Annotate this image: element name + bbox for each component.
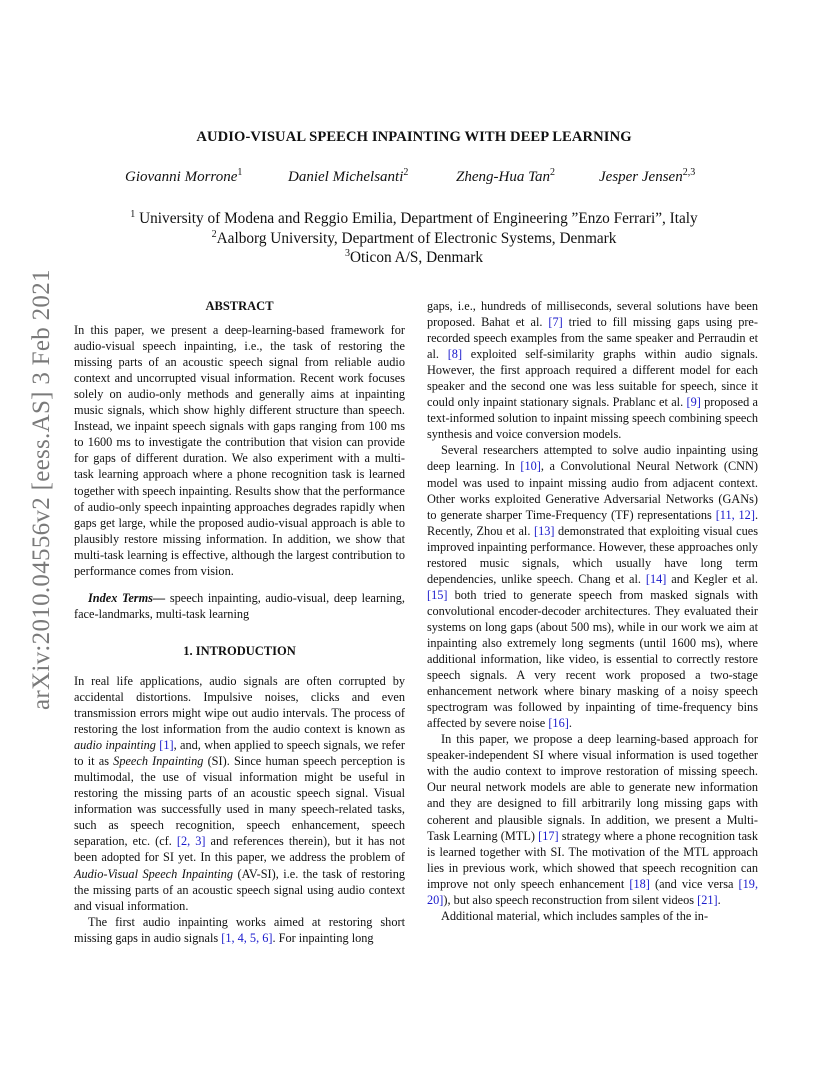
intro-paragraph-4: In this paper, we propose a deep learning-based approach for speaker-independent SI where visual information is used together with the audio context to improve restoration of missing speech. Our neural network models are able to generate new information and they are designed to fill arbitrarily long missing gaps with coherent and plausible signals. In addition, we present a Multi-Task Learning (MTL) [17] strategy where a phone recognition task is learned together with SI. The motivation of the MTL approach lies in previous work, which showed that speech recognition can improve not only speech enhancement [18] (and vice versa [19, 20]), but also speech reconstruction from silent videos [21]. — [427, 732, 759, 907]
author-4 — [599, 167, 695, 186]
citation-link[interactable]: [10] — [520, 459, 541, 474]
affil-mark: 1 — [130, 209, 136, 220]
intro-heading: 1. INTRODUCTION — [183, 643, 296, 658]
right-column — [427, 298, 758, 924]
citation-link[interactable]: [1] — [159, 738, 174, 753]
author-affil-mark: 2 — [550, 167, 556, 178]
affil-text: Oticon A/S, Denmark — [350, 249, 483, 267]
citation-link[interactable]: [11, 12] — [715, 507, 755, 522]
author-name: Giovanni Morrone — [125, 169, 238, 185]
intro-paragraph-1: In real life applications, audio signals are often corrupted by accidental distortions. Impulsive noises, clicks and even transmission errors might wipe out audio intervals. The process of restoring the lost information from the audio context is known as audio inpainting [1], and, when applied to speech signals, we refer to it as Speech Inpainting (SI). Since human speech perception is multimodal, the use of visual information might be useful in restoring the missing parts of an acoustic speech signal. Visual information was successfully used in many speech-related tasks, such as speech recognition, speech enhancement, speech separation, etc. (cf. [2, 3] and references therein), but it has not been adopted for SI yet. In this paper, we address the problem of Audio-Visual Speech Inpainting (AV-SI), i.e. the task of restoring the missing parts of an acoustic speech signal using audio context and visual information. — [74, 673, 406, 913]
index-terms — [74, 590, 405, 622]
left-column — [74, 298, 405, 946]
arxiv-sidebar-identifier: arXiv:2010.04556v2 [eess.AS] 3 Feb 2021 — [28, 269, 55, 710]
author-1 — [125, 167, 242, 186]
intro-paragraph-2-start: The first audio inpainting works aimed at restoring short missing gaps in audio signals [1, 4, 5, 6]. For inpainting long — [74, 914, 405, 945]
author-3 — [456, 167, 555, 186]
author-affil-mark: 2 — [403, 167, 409, 178]
citation-link[interactable]: [13] — [533, 523, 555, 538]
citation-link[interactable]: [14] — [645, 571, 667, 586]
citation-link[interactable]: [18] — [629, 876, 650, 891]
author-name: Daniel Michelsanti — [288, 169, 404, 185]
abstract-text: In this paper, we present a deep-learning-based framework for audio-visual speech inpainting, i.e., the task of restoring the missing parts of an acoustic speech signal from reliable audio context and uncorrupted visual information. Recent work focuses solely on audio-only methods and generally aims at inpainting music signals, which show highly different structure than speech. Instead, we inpaint speech signals with gaps ranging from 100 ms to 1600 ms to investigate the contribution that vision can provide for gaps of different duration. We also experiment with a multi-task learning approach where a phone recognition task is learned together with speech inpainting. Results show that the performance of audio-only speech inpainting approaches degrades rapidly when gaps get large, while the proposed audio-visual approach is able to plausibly restore missing information. In addition, we show that multi-task learning is effective, although the largest contribution to performance comes from vision. — [74, 323, 405, 578]
paragraph-2-continued-text: gaps, i.e., hundreds of milliseconds, several solutions have been proposed. Bahat et al. — [427, 299, 758, 330]
citation-link[interactable]: [17] — [538, 828, 559, 843]
author-affil-mark: 1 — [237, 167, 243, 178]
affil-text: University of Modena and Reggio Emilia, Department of Engineering ”Enzo Ferrari”, Italy — [135, 210, 698, 228]
citation-link[interactable]: [15] — [427, 587, 448, 602]
citation-link[interactable]: [21] — [697, 892, 718, 907]
affiliation-3 — [0, 244, 828, 267]
citation-link[interactable]: [8] — [447, 347, 463, 362]
author-2 — [288, 167, 408, 186]
intro-paragraph-5: Additional material, which includes samples of the in- — [441, 908, 709, 923]
author-affil-mark: 2,3 — [682, 167, 696, 178]
citation-link[interactable]: [19, 20] — [427, 876, 759, 907]
index-terms-label: Index Terms— — [88, 590, 166, 605]
affil-mark: 3 — [345, 248, 350, 259]
citation-link[interactable]: [2, 3] — [176, 834, 206, 849]
citation-link[interactable]: [16] — [548, 716, 569, 731]
citation-link[interactable]: [7] — [548, 315, 563, 330]
intro-paragraph-3: Several researchers attempted to solve audio inpainting using deep learning. In [10], a Convolutional Neural Network (CNN) model was used to inpaint missing audio from adjacent context. Other works exploited Generative Adversarial Networks (GANs) to generate sharper Time-Frequency (TF) representations [11, 12]. Recently, Zhou et al. [13] demonstrated that exploiting visual cues improved inpainting performance. However, these approaches only restored music signals, which usually have long term dependencies, unlike speech. Chang et al. [14] and Kegler et al. [15] both tried to generate speech from masked signals with convolutional encoder-decoder architectures. They evaluated their systems on long gaps (about 500 ms), while in our work we aim at inpainting also extremely long segments (until 1600 ms), where additional information, like video, is essential to correctly restore speech signals. A very recent work proposed a two-stage enhancement network where binary masking of a noisy speech spectrogram was followed by inpainting of time-frequency bins affected by severe noise [16]. — [427, 443, 759, 731]
intro-paragraph-2-cont: gaps, i.e., hundreds of milliseconds, several solutions have been proposed. Bahat et al. [7] tried to fill missing gaps using pre-recorded speech examples from the same speaker and Perraudin et al. [8] exploited self-similarity graphs within audio signals. However, the first approach required a different model for each speaker and the second one was less suitable for speech, since it could only inpaint stationary signals. Prablanc et al. [9] proposed a text-informed solution to inpaint missing speech combining speech synthesis and voice conversion models. — [427, 299, 759, 442]
author-name: Zheng-Hua Tan — [456, 169, 551, 185]
index-terms-text: speech inpainting, audio-visual, deep learning, face-landmarks, multi-task learning — [74, 590, 405, 621]
abstract-heading: ABSTRACT — [205, 299, 274, 313]
affil-text: Aalborg University, Department of Electronic Systems, Denmark — [216, 230, 617, 248]
paper-title: AUDIO-VISUAL SPEECH INPAINTING WITH DEEP LEARNING — [196, 129, 632, 145]
affil-mark: 2 — [211, 229, 217, 240]
citation-link[interactable]: [1, 4, 5, 6] — [221, 930, 273, 945]
citation-link[interactable]: [9] — [686, 395, 701, 410]
author-name: Jesper Jensen — [599, 169, 683, 185]
